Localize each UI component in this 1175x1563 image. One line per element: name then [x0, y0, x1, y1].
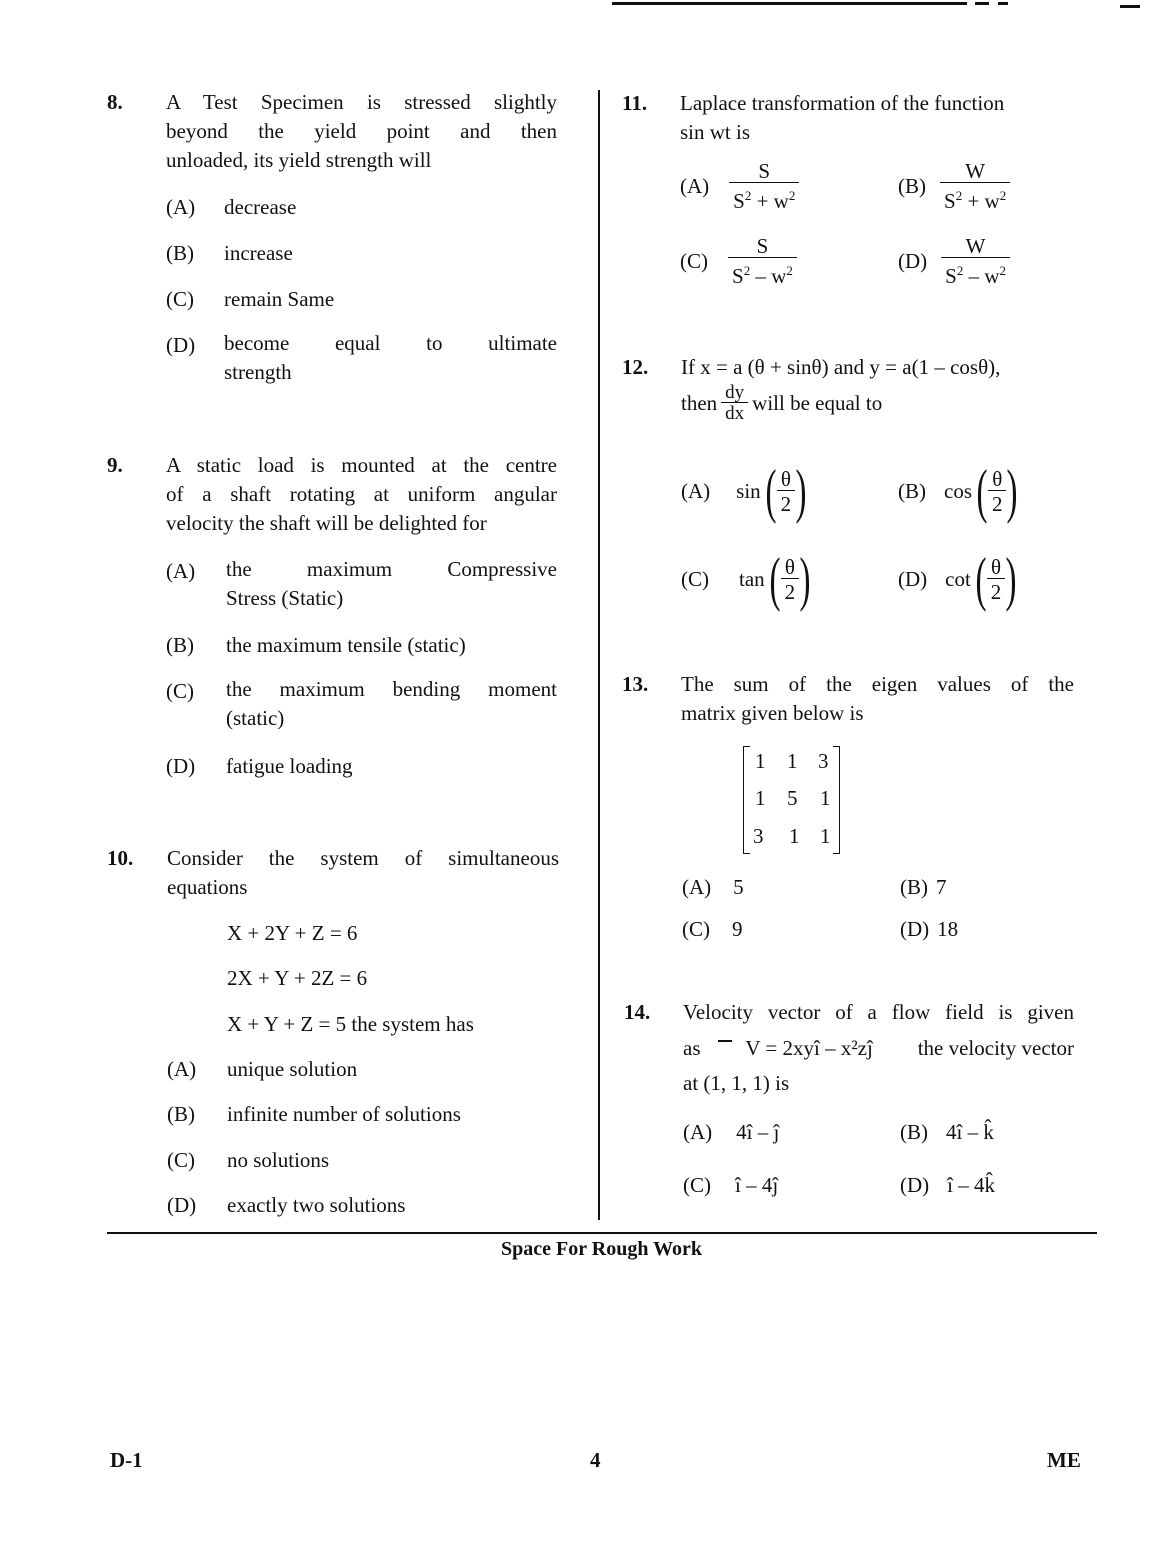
question-text [681, 670, 1074, 728]
option-text: fatigue loading [226, 754, 353, 778]
option-label: (C) [166, 679, 194, 703]
option-d [900, 917, 958, 942]
option-a [680, 160, 799, 212]
option-c [680, 235, 797, 287]
column-divider [598, 90, 600, 1220]
numerator: S [756, 234, 769, 258]
exponent: 2 [744, 188, 752, 203]
den-rest: – w [963, 264, 1000, 288]
question-word: as [683, 1036, 701, 1060]
option-text: 9 [732, 917, 743, 941]
option-a [166, 559, 557, 619]
option-text: 4î – k̂ [946, 1120, 994, 1144]
option-label: (C) [166, 287, 194, 311]
question-line: beyond the yield point and then [166, 119, 557, 143]
option-b [900, 875, 947, 900]
denominator: 2 [781, 578, 800, 603]
left-paren: ( [769, 546, 781, 612]
option-label: (D) [898, 248, 928, 273]
denominator [729, 182, 799, 212]
option-text: exactly two solutions [227, 1193, 406, 1217]
option-label: (D) [898, 566, 928, 591]
question-number: 9. [107, 453, 123, 477]
matrix-cell: 5 [787, 786, 798, 810]
exponent: 2 [955, 188, 963, 203]
option-line: Stress (Static) [226, 586, 344, 610]
rough-work-label: Space For Rough Work [501, 1238, 702, 1260]
exponent: 2 [999, 263, 1007, 278]
den-base: S [733, 189, 745, 213]
matrix-cell: 1 [789, 824, 800, 848]
exponent: 2 [956, 263, 964, 278]
fraction [941, 235, 1010, 287]
question-number: 13. [622, 672, 649, 696]
question-line: unloaded, its yield strength will [166, 148, 432, 172]
option-label: (A) [681, 478, 711, 503]
question-line: at (1, 1, 1) is [683, 1071, 790, 1095]
option-label: (B) [898, 478, 926, 503]
option-line: the maximum Compressive [226, 557, 557, 581]
footer-subject: ME [1047, 1448, 1081, 1472]
trig-function: sin [736, 478, 761, 503]
option-text [226, 555, 557, 613]
exponent: 2 [743, 263, 751, 278]
option-c [683, 1173, 778, 1198]
question-line [681, 384, 882, 423]
option-c [166, 679, 557, 739]
question-text [680, 89, 1072, 147]
option-text: 4î – ĵ [736, 1120, 780, 1144]
left-paren: ( [976, 458, 988, 524]
question-line: Velocity vector of a flow field is given [683, 1000, 1074, 1024]
matrix-cell: 3 [753, 824, 764, 848]
derivative-fraction [721, 384, 748, 423]
numerator: dy [725, 382, 745, 403]
matrix-right-bracket [833, 746, 840, 854]
question-line: Laplace transformation of the function [680, 91, 1005, 115]
denominator: 2 [987, 578, 1006, 603]
matrix-cell: 3 [818, 749, 829, 773]
option-text: 18 [937, 917, 959, 941]
question-line: sin wt is [680, 120, 751, 144]
numerator: θ [784, 554, 795, 579]
option-text: increase [224, 241, 293, 265]
option-label: (A) [682, 875, 712, 899]
question-line: A static load is mounted at the centre [166, 453, 557, 477]
question-number: 14. [624, 1000, 651, 1024]
option-label: (A) [680, 173, 710, 198]
question-word: the velocity vector [917, 1036, 1074, 1060]
question-number: 12. [622, 355, 649, 379]
option-a [683, 1120, 779, 1145]
question-line: A Test Specimen is stressed slightly [166, 90, 557, 114]
option-label: (D) [900, 1173, 930, 1197]
numerator: θ [780, 466, 791, 491]
question-line: equations [167, 875, 248, 899]
option-label: (B) [166, 241, 194, 265]
equation: X + 2Y + Z = 6 [227, 921, 358, 945]
question-line: If x = a (θ + sinθ) and y = a(1 – cosθ), [681, 355, 1001, 379]
matrix-cell: 1 [787, 749, 798, 773]
option-line: strength [224, 360, 292, 384]
right-paren: ) [799, 546, 811, 612]
option-a [681, 455, 811, 527]
trig-function: cot [945, 566, 971, 591]
option-label: (C) [681, 566, 709, 591]
option-b [898, 455, 1022, 527]
option-label: (D) [166, 333, 196, 357]
option-label: (D) [166, 754, 196, 778]
option-label: (C) [682, 917, 710, 941]
option-line: the maximum bending moment [226, 677, 557, 701]
denominator [940, 182, 1010, 212]
question-line: of a shaft rotating at uniform angular [166, 482, 557, 506]
question-number: 10. [107, 846, 134, 870]
option-label: (B) [898, 173, 926, 198]
exponent: 2 [786, 263, 793, 278]
option-text: decrease [224, 195, 297, 219]
option-text: î – 4ĵ [735, 1173, 779, 1197]
option-b [898, 160, 1010, 212]
option-text: the maximum tensile (static) [226, 633, 466, 657]
right-paren: ) [795, 458, 807, 524]
numerator: θ [991, 554, 1002, 579]
question-line: Consider the system of simultaneous [167, 846, 559, 870]
option-text: 7 [936, 875, 947, 899]
option-text: no solutions [227, 1148, 330, 1172]
option-label: (B) [167, 1102, 195, 1126]
fraction [729, 160, 799, 212]
fraction [940, 160, 1010, 212]
option-text: unique solution [227, 1057, 358, 1081]
option-line: become equal to ultimate [224, 331, 557, 355]
equation: 2X + Y + 2Z = 6 [227, 966, 368, 990]
option-label: (C) [167, 1148, 195, 1172]
matrix-cell: 1 [755, 786, 766, 810]
option-label: (A) [166, 195, 196, 219]
trig-function: tan [739, 566, 765, 591]
denominator [728, 257, 797, 287]
den-rest: + w [751, 189, 789, 213]
fraction [777, 468, 796, 515]
left-paren: ( [765, 458, 777, 524]
denominator: 2 [777, 490, 796, 515]
option-line: (static) [226, 706, 285, 730]
option-d [898, 235, 1010, 287]
question-line: velocity the shaft will be delighted for [166, 511, 487, 535]
top-rule [612, 2, 967, 5]
exponent: 2 [999, 188, 1007, 203]
option-text [224, 329, 557, 387]
option-a [682, 875, 744, 900]
trig-function: cos [944, 478, 972, 503]
numerator: W [965, 159, 986, 183]
option-d [166, 333, 557, 393]
den-base: S [945, 264, 957, 288]
question-line [683, 1036, 1074, 1061]
fraction [728, 235, 797, 287]
denominator: 2 [988, 490, 1007, 515]
den-rest: – w [750, 264, 787, 288]
question-number: 11. [622, 91, 648, 115]
top-dash [998, 2, 1008, 5]
matrix-cell: 1 [820, 786, 831, 810]
question-text [166, 451, 557, 538]
fraction [781, 556, 800, 603]
den-base: S [732, 264, 744, 288]
question-text [167, 844, 559, 902]
den-rest: + w [962, 189, 1000, 213]
option-label: (A) [683, 1120, 713, 1144]
right-paren: ) [1006, 458, 1018, 524]
left-paren: ( [975, 546, 987, 612]
option-d [900, 1173, 995, 1198]
option-label: (A) [167, 1057, 197, 1081]
option-label: (D) [167, 1193, 197, 1217]
option-text [226, 675, 557, 733]
question-text [166, 88, 557, 175]
option-text: 5 [733, 875, 744, 899]
option-label: (C) [680, 248, 708, 273]
page-number: 4 [590, 1448, 601, 1472]
right-paren: ) [1005, 546, 1017, 612]
question-line: matrix given below is [681, 701, 864, 725]
fraction [987, 556, 1006, 603]
question-word: will be equal to [752, 391, 883, 415]
option-text: infinite number of solutions [227, 1102, 461, 1126]
option-c [681, 543, 815, 615]
matrix-cell: 1 [755, 749, 766, 773]
option-d [898, 543, 1021, 615]
footer-code: D-1 [110, 1448, 143, 1472]
den-base: S [944, 189, 956, 213]
matrix-cell: 1 [820, 824, 831, 848]
option-text: î – 4k̂ [947, 1173, 995, 1197]
option-label: (C) [683, 1173, 711, 1197]
numerator: θ [992, 466, 1003, 491]
exponent: 2 [788, 188, 796, 203]
question-word: then [681, 391, 718, 415]
numerator: S [758, 159, 771, 183]
denominator [941, 257, 1010, 287]
option-label: (D) [900, 917, 930, 941]
option-label: (A) [166, 559, 196, 583]
question-line: The sum of the eigen values of the [681, 672, 1074, 696]
option-label: (B) [166, 633, 194, 657]
vector-equation: V = 2xyî – x²zĵ [745, 1036, 873, 1060]
numerator: W [965, 234, 986, 258]
top-dash [1120, 5, 1140, 8]
option-c [682, 917, 743, 942]
denominator: dx [721, 402, 748, 423]
matrix-left-bracket [743, 746, 750, 854]
vector-bar [718, 1040, 732, 1042]
top-dash [975, 2, 989, 5]
option-b [900, 1120, 994, 1145]
question-number: 8. [107, 90, 123, 114]
option-label: (B) [900, 1120, 928, 1144]
fraction [988, 468, 1007, 515]
option-label: (B) [900, 875, 928, 899]
equation: X + Y + Z = 5 the system has [227, 1012, 474, 1036]
section-rule [107, 1232, 1097, 1234]
option-text: remain Same [224, 287, 335, 311]
